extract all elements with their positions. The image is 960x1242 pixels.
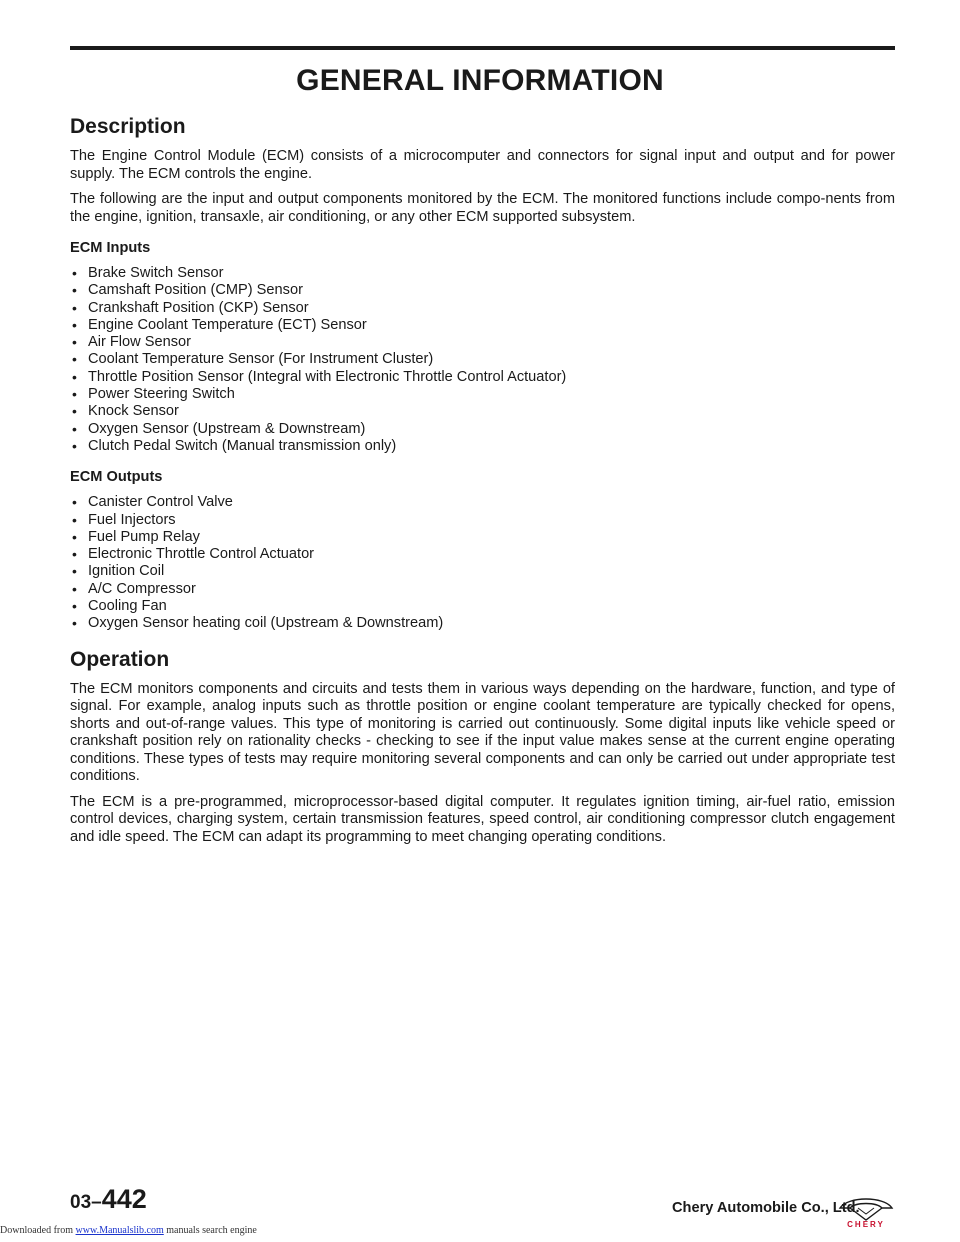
list-item-text: Ignition Coil <box>88 563 165 580</box>
list-item <box>70 546 895 563</box>
list-item-text: Engine Coolant Temperature (ECT) Sensor <box>88 316 367 333</box>
page-title: GENERAL INFORMATION <box>296 64 664 97</box>
description-heading: Description <box>70 115 186 138</box>
list-item <box>70 581 895 598</box>
list-item <box>70 512 895 529</box>
list-item <box>70 334 895 351</box>
list-item-text: Oxygen Sensor (Upstream & Downstream) <box>88 420 366 437</box>
operation-paragraph: The ECM monitors components and circuits and tests them in various ways depending on the hardware, function, and type of signal. For example, analog inputs such as throttle position or engine coolant temperature are typically checked for opens, shorts and out-of-range values. This type of monitoring is carried out continuously. Some digital inputs like vehicle speed or crankshaft position rely on rationality checks - checking to see if the input value makes sense at the current engine operating conditions. These types of tests may require monitoring several components and can only be carried out under appropriate test conditions. <box>70 680 895 785</box>
bullet-icon: • <box>72 299 77 316</box>
top-rule <box>70 46 895 50</box>
list-item-text: Knock Sensor <box>88 403 179 420</box>
bullet-icon: • <box>72 386 77 403</box>
section-gap <box>70 633 895 647</box>
ecm-inputs-heading: ECM Inputs <box>70 240 151 256</box>
page-number-value: 442 <box>101 1184 147 1214</box>
bullet-icon: • <box>72 528 77 545</box>
bullet-icon: • <box>72 420 77 437</box>
bullet-icon: • <box>72 316 77 333</box>
list-item <box>70 598 895 615</box>
description-paragraph: The Engine Control Module (ECM) consists of a microcomputer and connectors for signal input and output and for power supply. The ECM controls the engine. <box>70 148 895 182</box>
bullet-icon: • <box>72 368 77 385</box>
bullet-icon: • <box>72 580 77 597</box>
bullet-icon: • <box>72 403 77 420</box>
page-number-prefix: 03– <box>70 1192 102 1213</box>
list-item <box>70 438 895 455</box>
list-item <box>70 351 895 368</box>
list-item-text: Brake Switch Sensor <box>88 265 224 281</box>
bullet-icon: • <box>72 282 77 299</box>
bullet-icon: • <box>72 437 77 454</box>
list-item-text: Coolant Temperature Sensor (For Instrument Cluster) <box>88 351 434 368</box>
operation-paragraph: The ECM is a pre-programmed, microprocessor-based digital computer. It regulates ignition timing, air-fuel ratio, emission control devices, charging system, certain transmission features, speed control, air conditioning compressor clutch engagement and idle speed. The ECM can adapt its programming to meet changing operating conditions. <box>70 793 895 845</box>
list-item <box>70 529 895 546</box>
bullet-icon: • <box>72 494 77 511</box>
ecm-outputs-heading: ECM Outputs <box>70 469 163 486</box>
list-item-text: Throttle Position Sensor (Integral with Electronic Throttle Control Actuator) <box>88 368 567 385</box>
list-item-text: Power Steering Switch <box>88 386 235 403</box>
list-item-text: Electronic Throttle Control Actuator <box>88 546 315 563</box>
list-item-text: Oxygen Sensor heating coil (Upstream & Downstream) <box>88 615 444 632</box>
list-item-text: Crankshaft Position (CKP) Sensor <box>88 299 309 316</box>
download-prefix: Downloaded from <box>0 1225 76 1236</box>
description-paragraph: The following are the input and output components monitored by the ECM. The monitored functions include compo-nents from the engine, ignition, transaxle, air conditioning, or any other ECM supported subsystem. <box>70 191 895 225</box>
manualslib-link[interactable]: www.Manualslib.com <box>75 1225 164 1236</box>
list-item <box>70 615 895 632</box>
list-item <box>70 403 895 420</box>
list-item <box>70 317 895 334</box>
list-item-text: A/C Compressor <box>88 580 196 597</box>
company-name: Chery Automobile Co., Ltd. <box>672 1200 860 1216</box>
list-item-text: Clutch Pedal Switch (Manual transmission only) <box>88 437 397 454</box>
bullet-icon: • <box>72 511 77 528</box>
bullet-icon: • <box>72 265 77 281</box>
operation-heading: Operation <box>70 647 170 671</box>
list-item <box>70 563 895 580</box>
ecm-outputs-list <box>70 494 895 632</box>
list-item <box>70 300 895 317</box>
list-item-text: Fuel Pump Relay <box>88 528 200 545</box>
list-item-text: Camshaft Position (CMP) Sensor <box>88 282 303 299</box>
download-notice <box>0 1225 257 1236</box>
list-item <box>70 369 895 386</box>
download-suffix: manuals search engine <box>163 1225 257 1236</box>
list-item-text: Air Flow Sensor <box>88 334 191 351</box>
list-item-text: Fuel Injectors <box>88 511 176 528</box>
list-item <box>70 282 895 299</box>
chery-logo-icon <box>836 1194 896 1228</box>
content <box>70 114 895 854</box>
logo-text: CHERY <box>847 1220 885 1228</box>
list-item <box>70 386 895 403</box>
list-item-text: Canister Control Valve <box>88 494 233 511</box>
bullet-icon: • <box>72 334 77 351</box>
bullet-icon: • <box>72 615 77 632</box>
list-item <box>70 494 895 511</box>
ecm-inputs-list <box>70 265 895 455</box>
bullet-icon: • <box>72 546 77 563</box>
list-item-text: Cooling Fan <box>88 598 167 615</box>
bullet-icon: • <box>72 351 77 368</box>
bullet-icon: • <box>72 598 77 615</box>
list-item <box>70 421 895 438</box>
list-item <box>70 265 895 282</box>
bullet-icon: • <box>72 563 77 580</box>
page-number <box>70 1184 147 1215</box>
